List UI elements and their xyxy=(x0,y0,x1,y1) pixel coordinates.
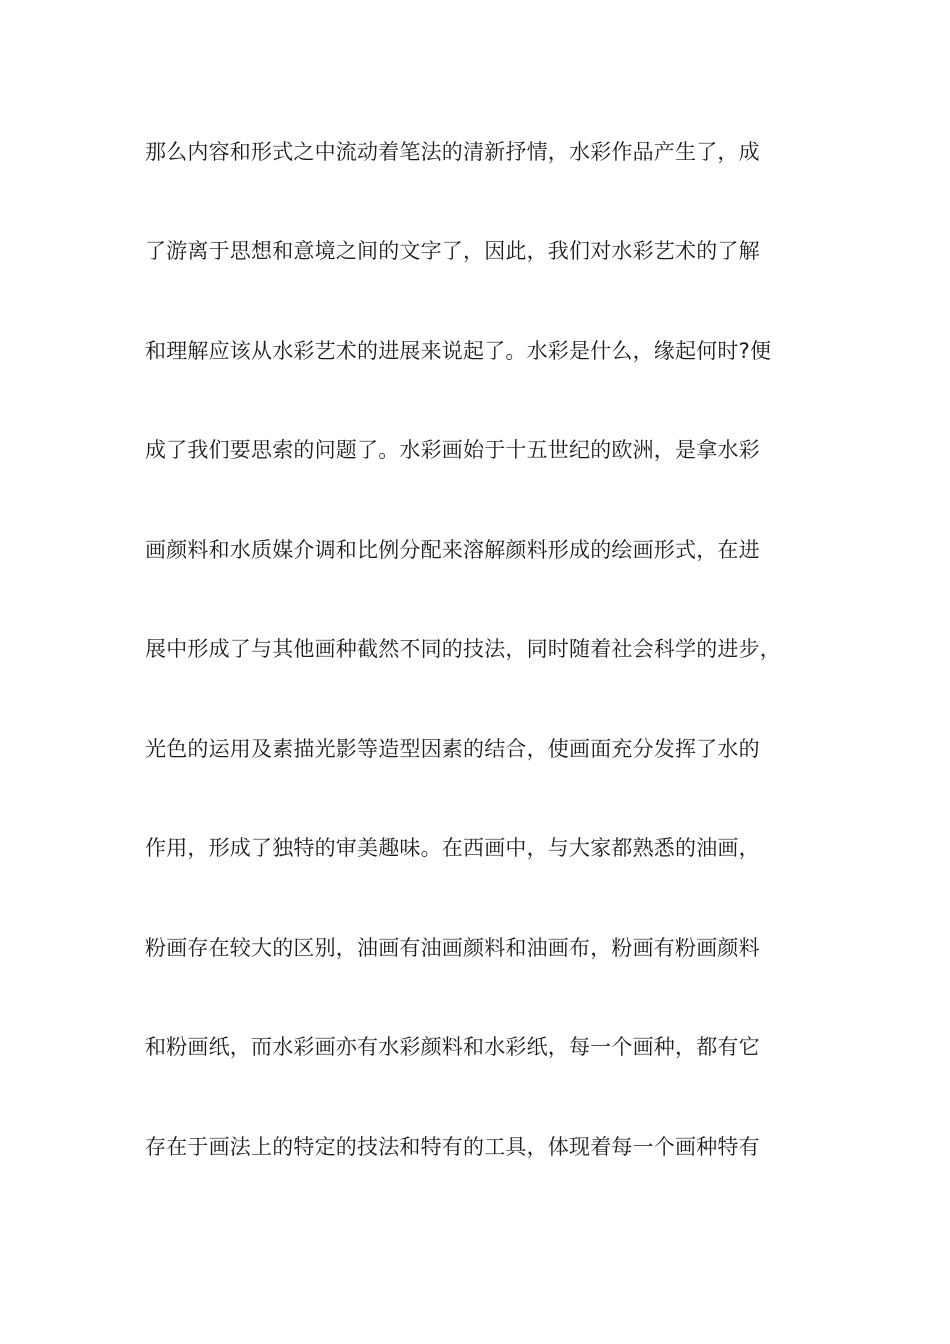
paragraph-line: 和粉画纸，而水彩画亦有水彩颜料和水彩纸，每一个画种，都有它 xyxy=(145,1035,760,1059)
paragraph-line: 存在于画法上的特定的技法和特有的工具，体现着每一个画种特有 xyxy=(145,1135,760,1159)
paragraph-line: 了游离于思想和意境之间的文字了，因此，我们对水彩艺术的了解 xyxy=(145,239,760,263)
paragraph-line: 画颜料和水质媒介调和比例分配来溶解颜料形成的绘画形式，在进 xyxy=(145,538,760,562)
paragraph-line: 作用，形成了独特的审美趣味。在西画中，与大家都熟悉的油画， xyxy=(145,836,760,860)
paragraph-line: 和理解应该从水彩艺术的进展来说起了。水彩是什么，缘起何时?便 xyxy=(145,339,772,363)
paragraph-line: 光色的运用及素描光影等造型因素的结合，使画面充分发挥了水的 xyxy=(145,737,760,761)
paragraph-line: 展中形成了与其他画种截然不同的技法，同时随着社会科学的进步， xyxy=(145,637,781,661)
paragraph-line: 成了我们要思索的问题了。水彩画始于十五世纪的欧洲，是拿水彩 xyxy=(145,438,760,462)
paragraph-line: 粉画存在较大的区别，油画有油画颜料和油画布，粉画有粉画颜料 xyxy=(145,936,760,960)
paragraph-line: 那么内容和形式之中流动着笔法的清新抒情，水彩作品产生了，成 xyxy=(145,140,760,164)
